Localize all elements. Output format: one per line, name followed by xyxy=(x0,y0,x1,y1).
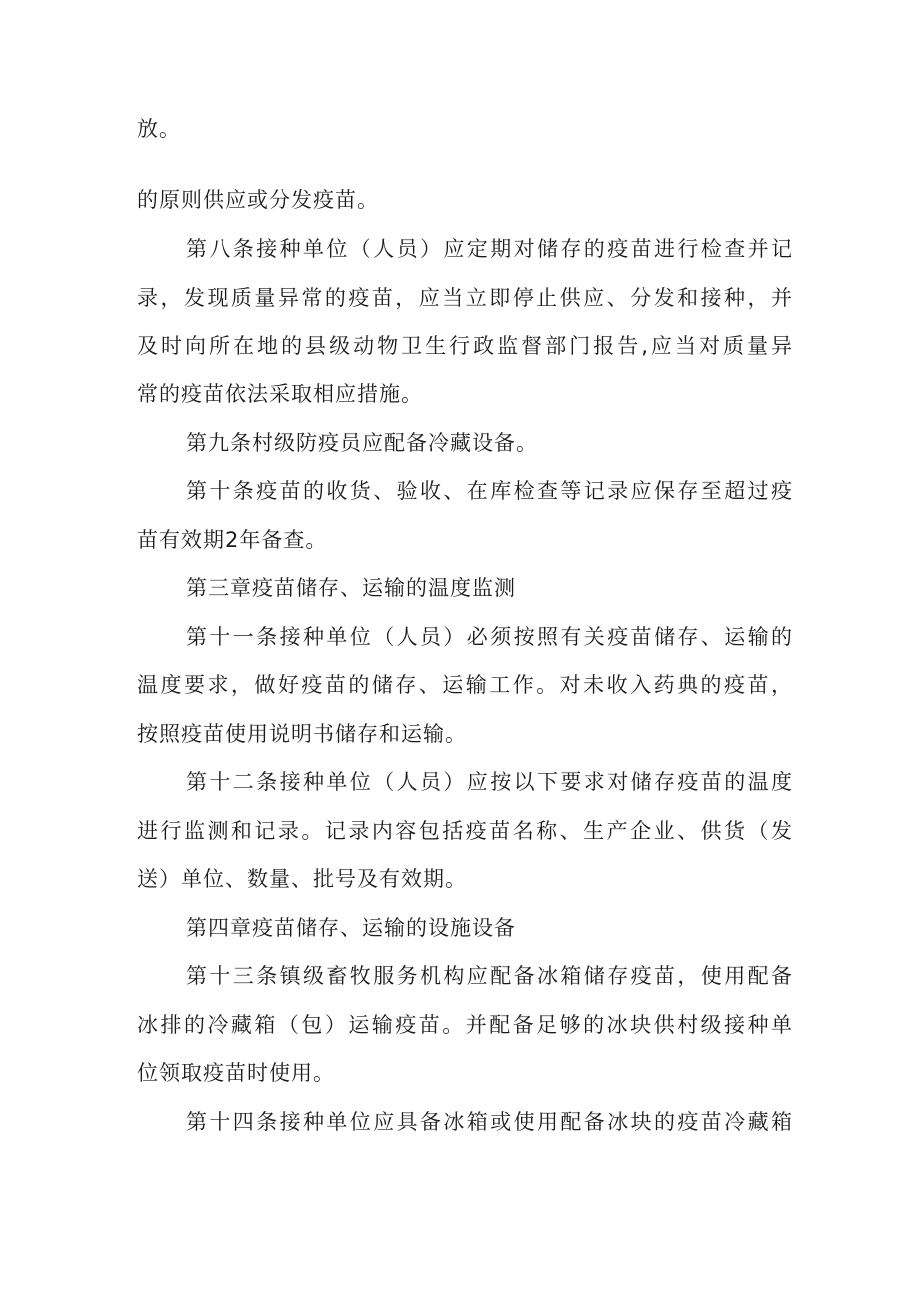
chapter-4-heading: 第四章疫苗储存、运输的设施设备 xyxy=(186,916,516,940)
article-11-line-1: 第十一条接种单位（人员）必须按照有关疫苗储存、运输的 xyxy=(186,625,793,649)
article-12-line-2: 进行监测和记录。记录内容包括疫苗名称、生产企业、供货（发 xyxy=(137,819,793,843)
article-8-line-4: 常的疫苗依法采取相应措施。 xyxy=(137,382,423,406)
article-10-line-1: 第十条疫苗的收货、验收、在库检查等记录应保存至超过疫 xyxy=(186,479,793,503)
article-13-line-2: 冰排的冷藏箱（包）运输疫苗。并配备足够的冰块供村级接种单 xyxy=(137,1013,793,1037)
article-11-line-2: 温度要求，做好疫苗的储存、运输工作。对未收入药典的疫苗， xyxy=(137,673,793,697)
article-9-line-1: 第九条村级防疫员应配备冷藏设备。 xyxy=(186,431,538,455)
article-10-line-2: 苗有效期2年备查。 xyxy=(137,528,328,552)
text-line-fragment-2: 的原则供应或分发疫苗。 xyxy=(137,188,379,212)
article-14-line-1: 第十四条接种单位应具备冰箱或使用配备冰块的疫苗冷藏箱 xyxy=(186,1110,793,1134)
article-13-line-1: 第十三条镇级畜牧服务机构应配备冰箱储存疫苗，使用配备 xyxy=(186,964,793,988)
article-8-line-3: 及时向所在地的县级动物卫生行政监督部门报告,应当对质量异 xyxy=(137,334,793,358)
chapter-3-heading: 第三章疫苗储存、运输的温度监测 xyxy=(186,576,516,600)
article-11-line-3: 按照疫苗使用说明书储存和运输。 xyxy=(137,722,467,746)
article-12-line-3: 送）单位、数量、批号及有效期。 xyxy=(137,867,467,891)
article-8-line-1: 第八条接种单位（人员）应定期对储存的疫苗进行检查并记 xyxy=(186,237,793,261)
article-13-line-3: 位领取疫苗时使用。 xyxy=(137,1061,335,1085)
article-8-line-2: 录，发现质量异常的疫苗，应当立即停止供应、分发和接种，并 xyxy=(137,286,793,310)
article-12-line-1: 第十二条接种单位（人员）应按以下要求对储存疫苗的温度 xyxy=(186,770,793,794)
text-line-fragment-1: 放。 xyxy=(137,117,181,141)
